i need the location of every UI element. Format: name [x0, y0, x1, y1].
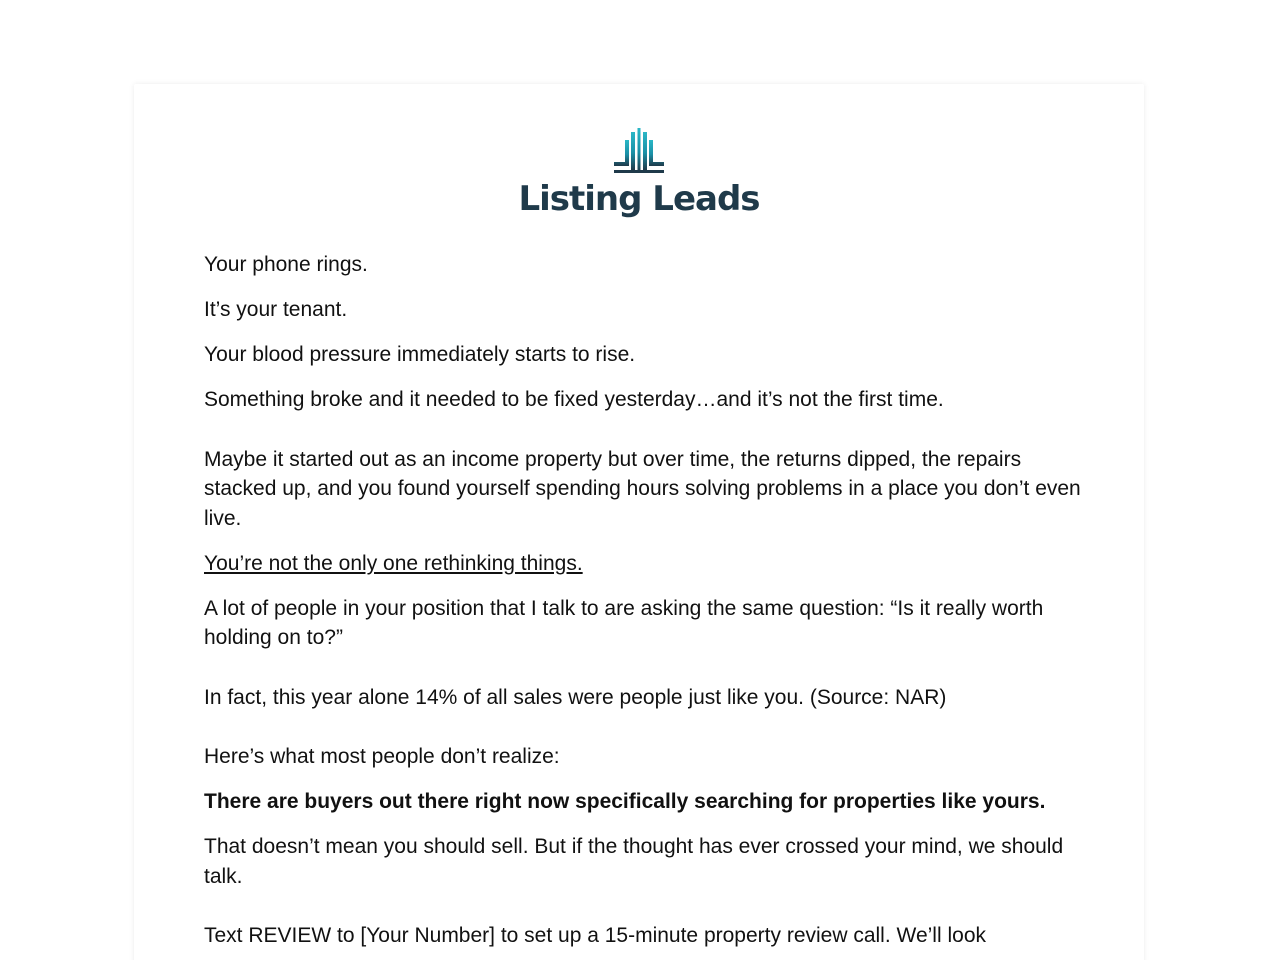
paragraph: Maybe it started out as an income property but over time, the returns dipped, the repairs stacked up, and you found yourself spending hours solving problems in a place you don’t even live. [204, 447, 1081, 530]
paragraph: Your blood pressure immediately starts to rise. [204, 343, 636, 366]
letter-card [134, 84, 1144, 960]
brand-name: Listing Leads [518, 179, 760, 219]
paragraph: Your phone rings. [204, 253, 368, 276]
bold-paragraph: There are buyers out there right now specifically searching for properties like yours. [204, 790, 1046, 813]
brand-logo [134, 128, 1144, 219]
paragraph: Text REVIEW to [Your Number] to set up a 15-minute property review call. We’ll look [204, 924, 986, 947]
paragraph: That doesn’t mean you should sell. But if the thought has ever crossed your mind, we should talk. [204, 835, 1064, 888]
underlined-paragraph [204, 549, 1084, 579]
paragraph: It’s your tenant. [204, 298, 348, 321]
paragraph: Something broke and it needed to be fixed yesterday…and it’s not the first time. [204, 388, 944, 411]
letter-body [204, 250, 1084, 960]
paragraph: A lot of people in your position that I talk to are asking the same question: “Is it really worth holding on to?” [204, 596, 1044, 649]
paragraph: In fact, this year alone 14% of all sales were people just like you. (Source: NAR) [204, 685, 947, 709]
building-columns-icon [613, 128, 665, 174]
underlined-text: You’re not the only one rethinking things. [204, 551, 583, 575]
paragraph: Here’s what most people don’t realize: [204, 745, 560, 768]
